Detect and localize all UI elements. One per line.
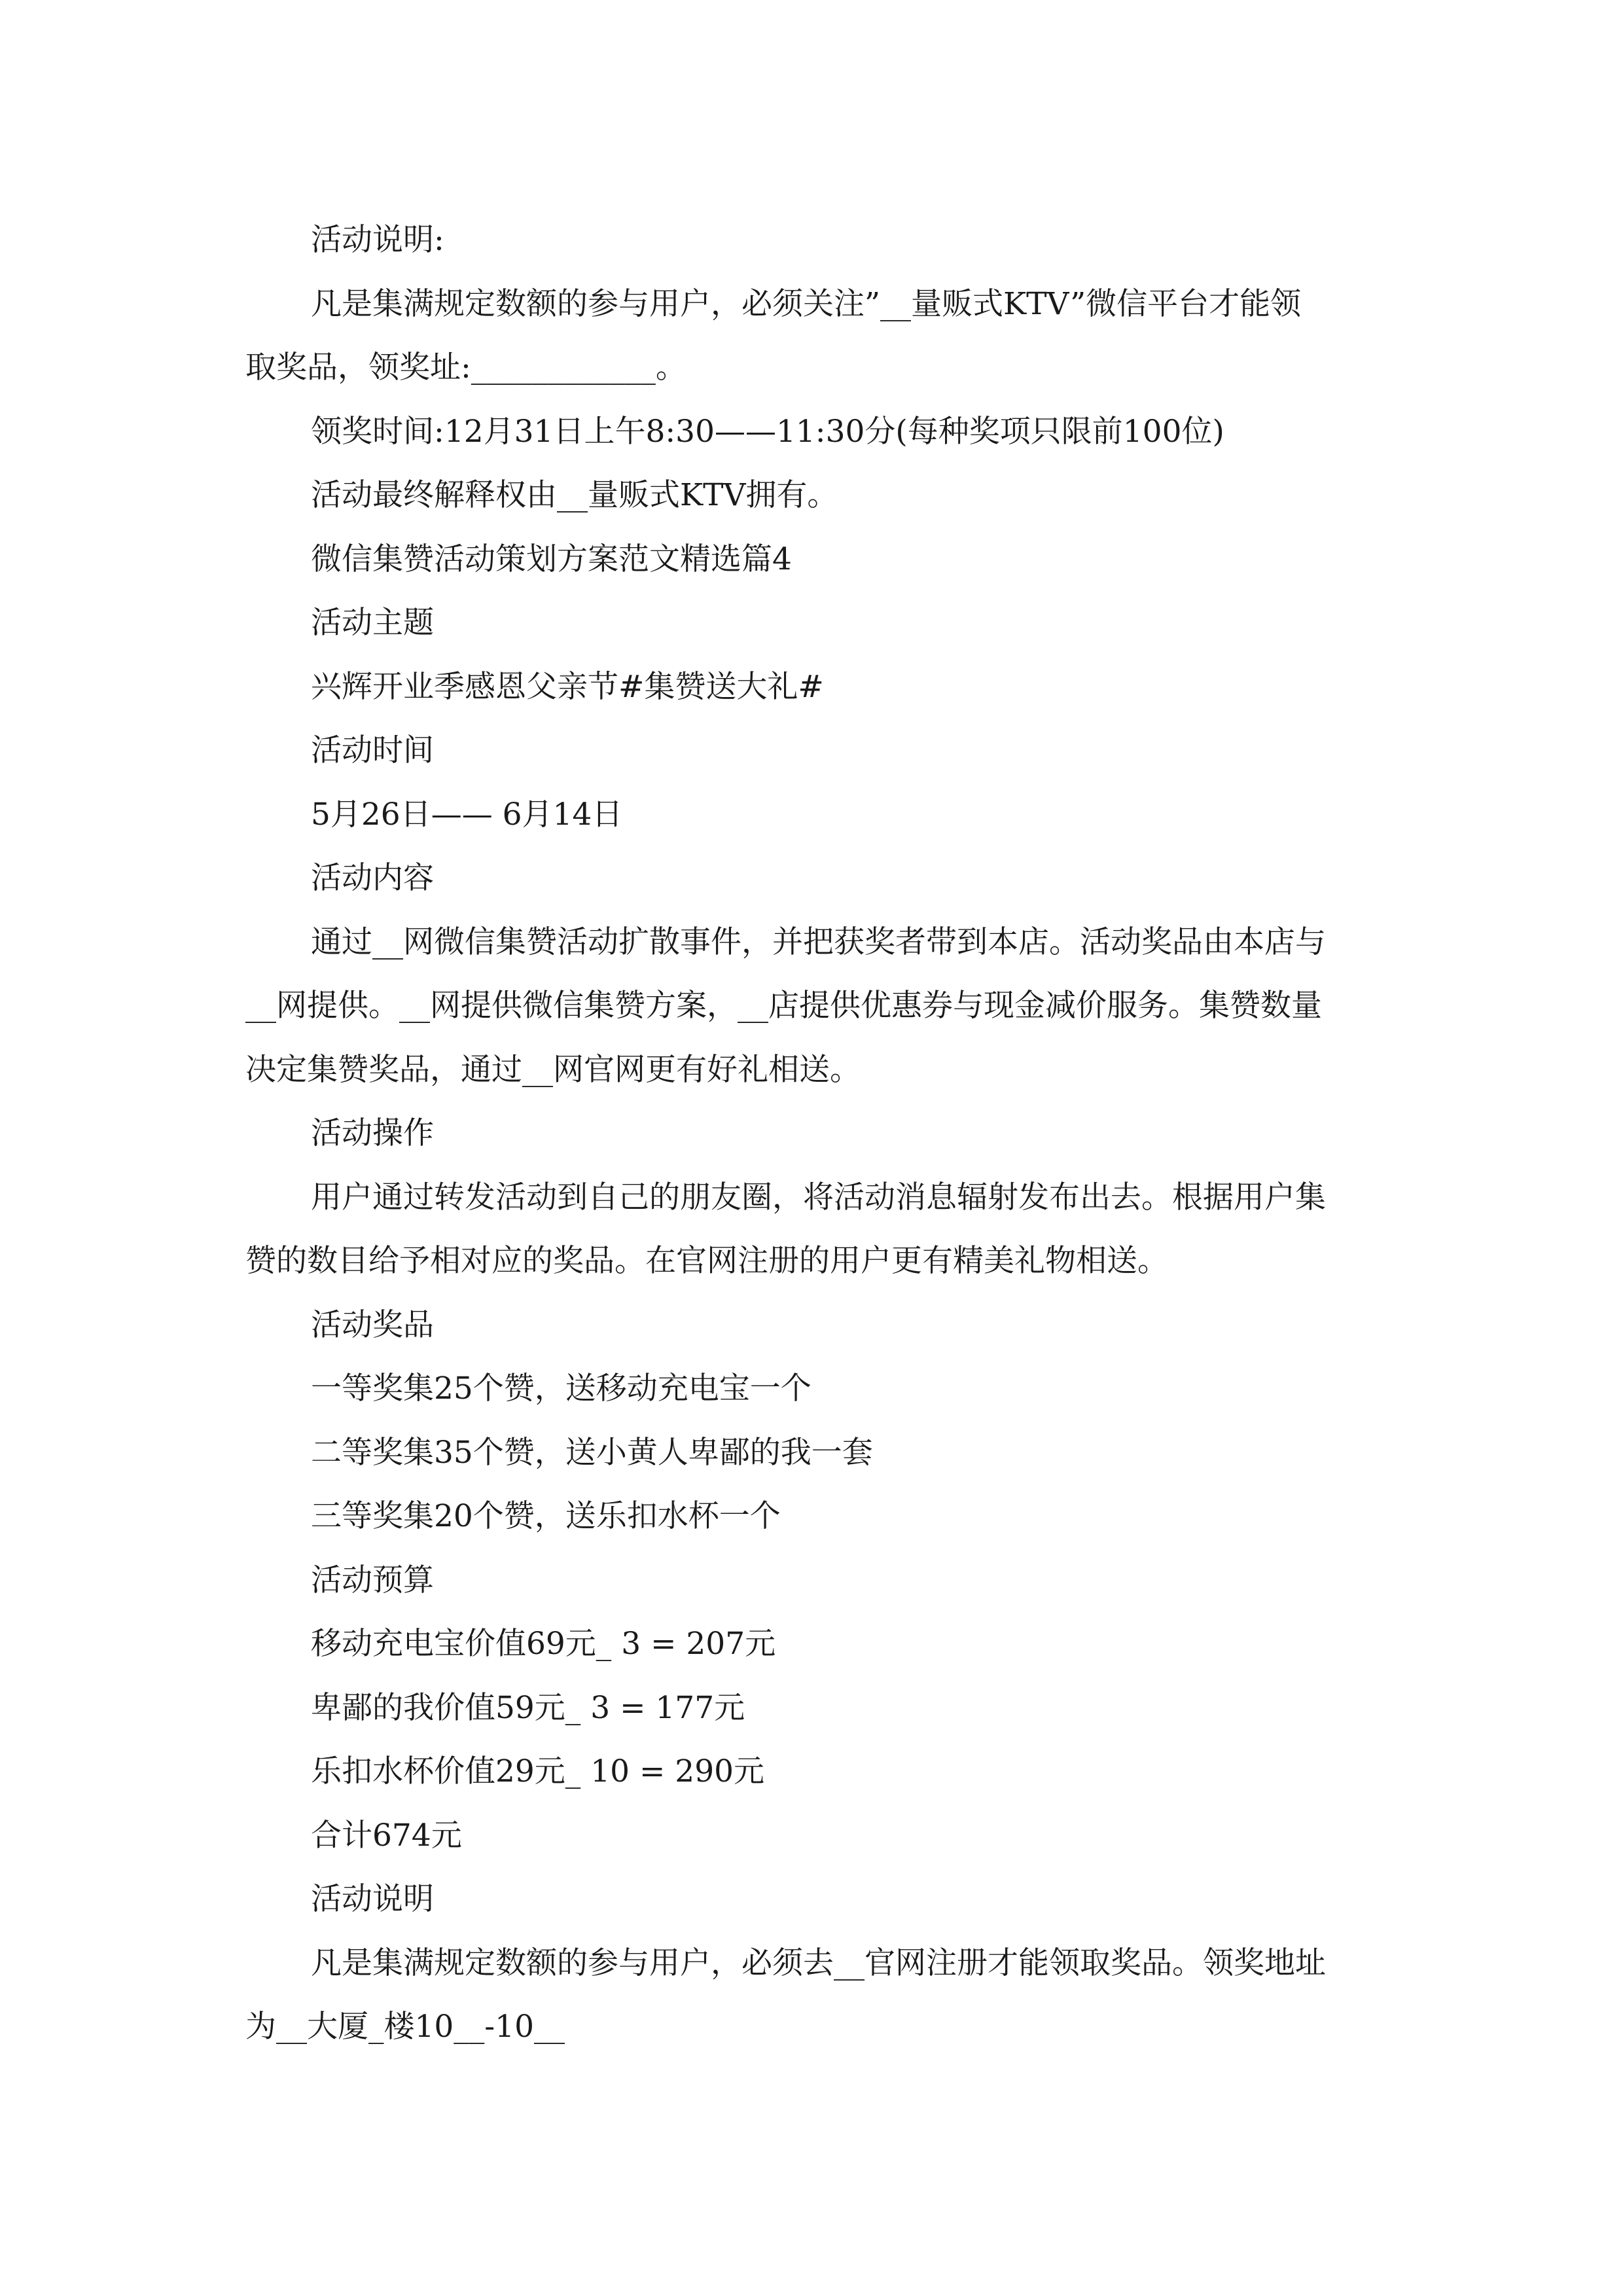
text-line: 领奖时间:12月31日上午8:30——11:30分(每种奖项只限前100位) [311,413,1224,450]
text-line: 合计674元 [311,1817,462,1854]
text-line: 用户通过转发活动到自己的朋友圈，将活动消息辐射发布出去。根据用户集 [311,1179,1326,1215]
text-line: 活动内容 [311,860,434,896]
text-line: 兴辉开业季感恩父亲节#集赞送大礼# [311,668,824,705]
text-line: 活动时间 [311,732,434,768]
text-line: __网提供。__网提供微信集赞方案，__店提供优惠券与现金减价服务。集赞数量 [245,988,1322,1024]
text-line: 微信集赞活动策划方案范文精选篇4 [311,541,792,577]
text-line: 5月26日—— 6月14日 [311,796,623,833]
text-line: 活动奖品 [311,1306,434,1343]
text-line: 活动预算 [311,1562,434,1598]
text-line: 凡是集满规定数额的参与用户，必须关注”__量贩式KTV”微信平台才能领 [311,285,1302,322]
text-line: 活动最终解释权由__量贩式KTV拥有。 [311,477,838,513]
text-line: 取奖品，领奖址:____________。 [245,350,687,386]
text-line: 卑鄙的我价值59元_ 3 = 177元 [311,1689,745,1726]
text-line: 活动操作 [311,1115,434,1151]
text-line: 活动说明 [311,1881,434,1917]
text-line: 决定集赞奖品，通过__网官网更有好礼相送。 [245,1051,861,1088]
text-line: 移动充电宝价值69元_ 3 = 207元 [311,1626,776,1662]
text-line: 三等奖集20个赞，送乐扣水杯一个 [311,1498,781,1534]
text-line: 赞的数目给予相对应的奖品。在官网注册的用户更有精美礼物相送。 [245,1243,1168,1279]
text-line: 活动说明: [311,222,444,258]
document-body [245,208,1381,2059]
text-line: 乐扣水杯价值29元_ 10 = 290元 [311,1753,765,1789]
text-line: 一等奖集25个赞，送移动充电宝一个 [311,1371,812,1407]
text-line: 为__大厦_楼10__-10__ [245,2009,565,2045]
text-line: 二等奖集35个赞，送小黄人卑鄙的我一套 [311,1434,873,1471]
text-line: 活动主题 [311,605,434,641]
text-line: 凡是集满规定数额的参与用户，必须去__官网注册才能领取奖品。领奖地址 [311,1945,1326,1981]
text-line: 通过__网微信集赞活动扩散事件，并把获奖者带到本店。活动奖品由本店与 [311,924,1326,960]
